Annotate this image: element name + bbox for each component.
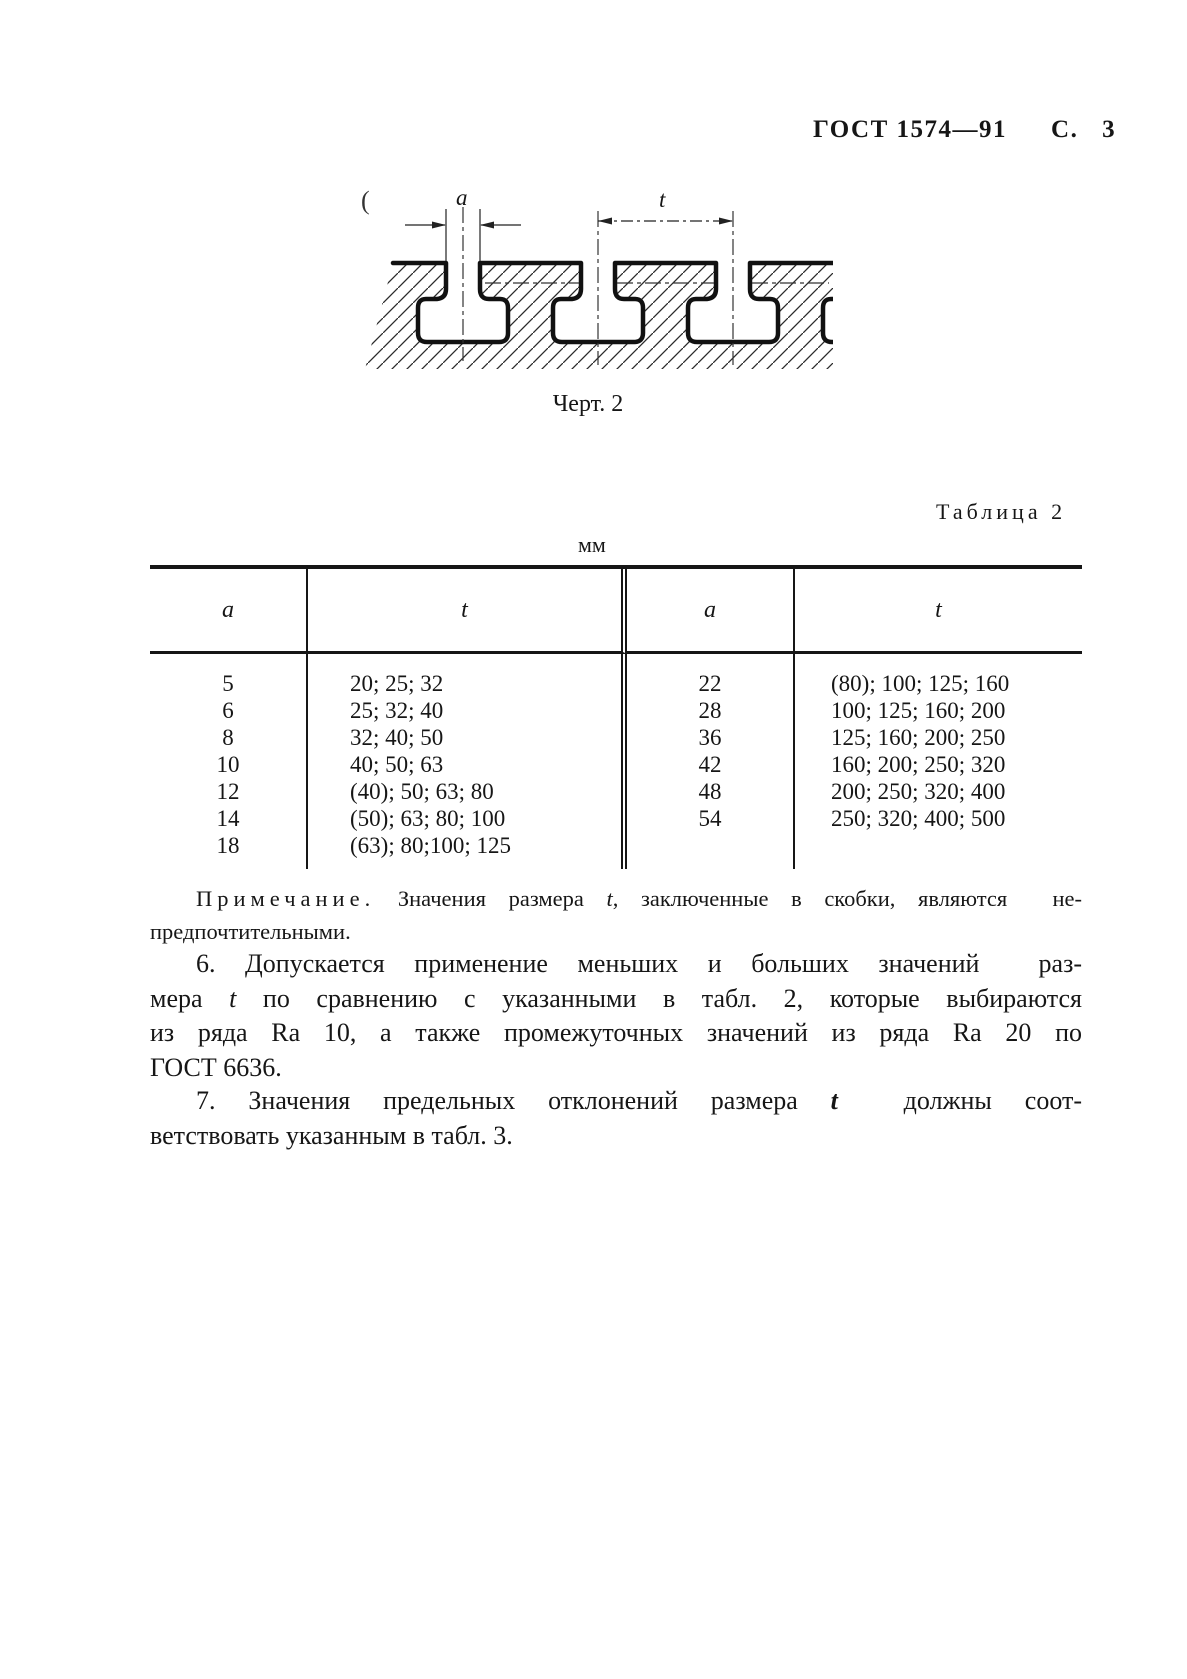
table-cell-line: 40; 50; 63 (350, 752, 444, 777)
table-cell-line: 25; 32; 40 (350, 698, 444, 723)
table-cell-line: 32; 40; 50 (350, 725, 444, 750)
text-line (150, 947, 1082, 982)
table-label: Таблица 2 (936, 499, 1067, 524)
table-cell-line: 100; 125; 160; 200 (831, 698, 1006, 723)
table-cell-line: 18 (216, 833, 240, 858)
text-line (150, 1119, 1082, 1154)
text-line (150, 982, 1082, 1017)
dim-t-label: t (659, 187, 666, 212)
dimension-t (598, 218, 733, 225)
page-header (813, 116, 1116, 144)
table-cell-line: 8 (222, 725, 234, 750)
col-header-t-left: t (308, 569, 627, 654)
col-values-a-left (150, 654, 308, 869)
table-cell-line: 125; 160; 200; 250 (831, 725, 1006, 750)
tslot-cross-section-figure (353, 183, 833, 380)
table-cell-line: 200; 250; 320; 400 (831, 779, 1006, 804)
page-number: С. 3 (1051, 116, 1117, 143)
table-cell-line: (50); 63; 80; 100 (350, 806, 506, 831)
text-line (150, 1051, 1082, 1086)
table-cell-line: 5 (222, 671, 234, 696)
text-segment: t (830, 1086, 838, 1115)
text-segment: по сравнению с указанными в табл. 2, которые выбираются (236, 983, 1082, 1013)
table-cell-line: 14 (216, 806, 240, 831)
text-segment: ветствовать указанным в табл. 3. (150, 1120, 513, 1150)
table-cell-line: 20; 25; 32 (350, 671, 444, 696)
dim-a-label: a (456, 185, 468, 210)
table-cell-line: 28 (698, 698, 722, 723)
text-segment: Значения размера (375, 886, 607, 911)
table-note (150, 882, 1082, 948)
col-values-t-right (795, 654, 1082, 869)
text-segment: из ряда Ra 10, а также промежуточных значений из ряда Ra 20 по (150, 1018, 1082, 1047)
table-cell-line: 36 (698, 725, 722, 750)
table-cell-line: (80); 100; 125; 160 (831, 671, 1010, 696)
table-cell-line: 42 (698, 752, 722, 777)
col-header-a-right: a (627, 569, 795, 654)
standard-number: ГОСТ 1574—91 (813, 116, 1008, 143)
text-segment: t (606, 886, 613, 911)
table-cell-line: 54 (698, 806, 722, 831)
table-cell-line: 10 (216, 752, 240, 777)
table-units: мм (578, 532, 606, 557)
col-values-t-left (308, 654, 627, 869)
table-cell-line: (63); 80;100; 125 (350, 833, 511, 858)
col-header-t-right: t (795, 569, 1082, 654)
text-segment: t (229, 983, 237, 1013)
table-cell-line: (40); 50; 63; 80 (350, 779, 494, 804)
table-cell-line: 6 (222, 698, 234, 723)
text-line (150, 1016, 1082, 1051)
text-line (150, 882, 1082, 915)
text-segment: Примечание. (196, 886, 376, 911)
text-segment: 7. Значения предельных отклонений размера (196, 1086, 831, 1115)
text-segment: должны соот- (837, 1086, 1082, 1115)
col-values-a-right (627, 654, 795, 869)
table-cell-line: 160; 200; 250; 320 (831, 752, 1006, 777)
dimension-table (150, 565, 1082, 869)
text-line (150, 1084, 1082, 1119)
table-cell-line: 22 (698, 671, 722, 696)
text-segment: 6. Допускается применение меньших и больших значений раз- (196, 949, 1082, 978)
text-segment: ГОСТ 6636. (150, 1052, 282, 1082)
hatched-material (365, 263, 833, 369)
text-segment: , заключенные в скобки, являются не- (612, 886, 1082, 911)
tslot-drawing (353, 183, 833, 375)
paragraph-7 (150, 1084, 1082, 1153)
paragraph-6 (150, 947, 1082, 1085)
scan-artifact: ( (361, 186, 370, 215)
text-segment: мера (150, 983, 230, 1013)
text-segment: предпочтительными. (150, 919, 351, 944)
table-cell-line: 12 (216, 779, 240, 804)
text-line (150, 915, 1082, 948)
table-cell-line: 48 (698, 779, 722, 804)
figure-caption: Черт. 2 (552, 391, 624, 417)
table-cell-line: 250; 320; 400; 500 (831, 806, 1006, 831)
col-header-a-left: a (150, 569, 308, 654)
